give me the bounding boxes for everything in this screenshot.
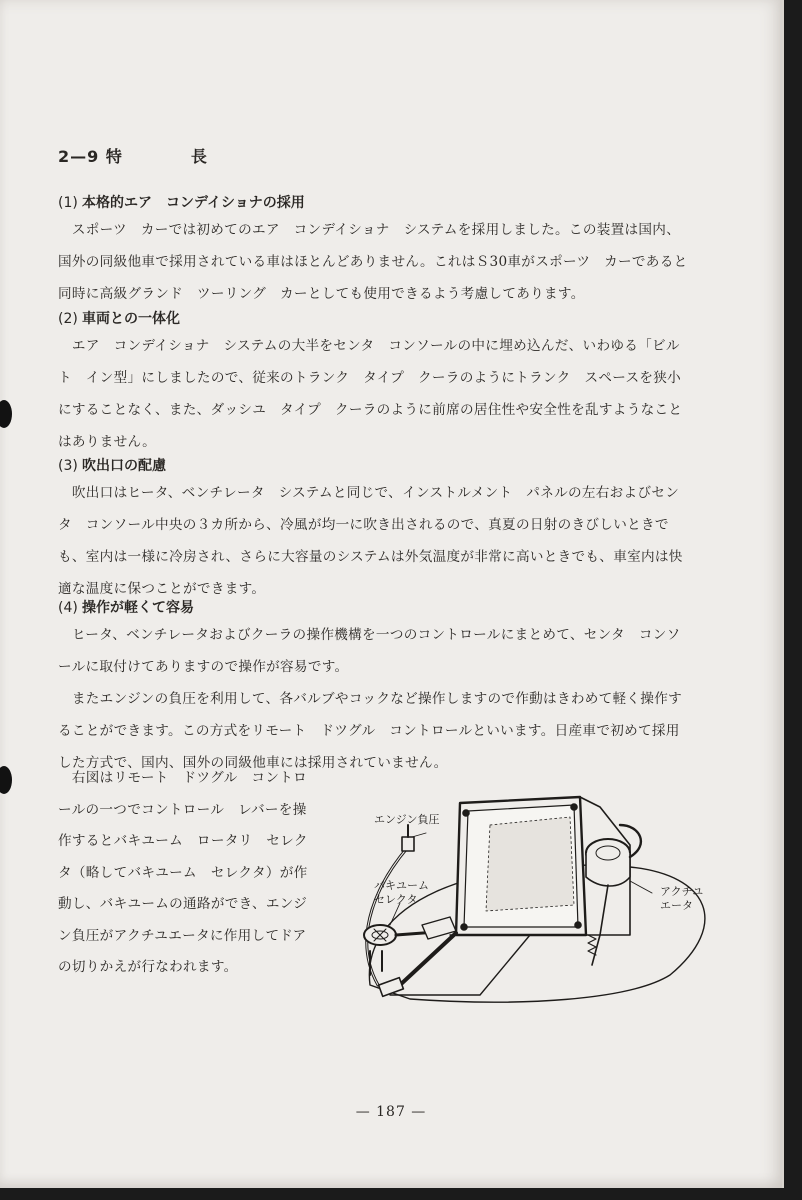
binder-hole	[0, 766, 12, 794]
text-line: またエンジンの負圧を利用して、各バルブやコックなど操作しますので作動はきわめて軽く操作す	[58, 691, 682, 707]
paragraph-4	[58, 619, 718, 779]
heading-2	[58, 308, 180, 328]
heading-title: 車両との一体化	[82, 311, 180, 327]
paragraph-2	[58, 330, 718, 458]
text-line: 右図はリモート ドツグル コントロ	[58, 770, 307, 786]
heading-number: (3)	[58, 458, 78, 474]
heading-1	[58, 192, 305, 212]
text-line: ン負圧がアクチユエータに作用してドア	[58, 927, 307, 944]
text-line: ることができます。この方式をリモート ドツグル コントロールといいます。日産車で初めて採用	[58, 723, 680, 739]
text-line: 国外の同級他車で採用されている車はほとんどありません。これはＳ30車がスポーツ カーであると	[58, 254, 688, 270]
heading-title: 吹出口の配慮	[82, 458, 166, 474]
page-number: — 187 —	[355, 1104, 427, 1120]
paragraph-3	[58, 477, 718, 605]
text-line: の切りかえが行なわれます。	[58, 959, 238, 975]
text-line: した方式で、国内、国外の同級他車には採用されていません。	[58, 755, 448, 771]
text-line: エア コンデイショナ システムの大半をセンタ コンソールの中に埋め込んだ、いわゆる「ビル	[58, 338, 680, 354]
text-line: 適な温度に保つことができます。	[58, 581, 266, 597]
text-line: 同時に高級グランド ツーリング カーとしても使用できるよう考慮してあります。	[58, 286, 585, 302]
paragraph-1	[58, 214, 718, 310]
text-line: 動し、バキユームの通路ができ、エンジ	[58, 896, 308, 912]
heading-title: 本格的エア コンデイショナの採用	[82, 195, 305, 211]
text-line: はありません。	[58, 434, 157, 450]
text-line: 作するとバキユーム ロータリ セレク	[58, 833, 308, 849]
figure-description	[58, 763, 338, 984]
heading-number: (4)	[58, 600, 78, 616]
text-line: タ（略してバキユーム セレクタ）が作	[58, 864, 308, 881]
text-line: ト イン型」にしましたので、従来のトランク タイプ クーラのようにトランク スペースを狭小	[58, 370, 682, 386]
text-line: も、室内は一様に冷房され、さらに大容量のシステムは外気温度が非常に高いときでも、車室内は快	[58, 549, 683, 565]
text-line: ールの一つでコントロール レバーを操	[58, 801, 307, 818]
section-title: 2—9 特 長	[58, 147, 208, 166]
heading-3	[58, 455, 166, 475]
heading-number: (1)	[58, 195, 78, 211]
text-line: にすることなく、また、ダッシユ タイプ クーラのように前席の居住性や安全性を乱すようなこと	[58, 402, 683, 418]
label-vacuum-selector: バキユーム セレクタ	[374, 879, 429, 906]
label-engine-vacuum: エンジン負圧	[374, 813, 440, 826]
remote-toggle-control-diagram	[330, 785, 730, 1025]
text-line: スポーツ カーでは初めてのエア コンデイショナ システムを採用しました。この装置は国内、	[58, 222, 681, 238]
binder-hole	[0, 400, 12, 428]
text-line: ヒータ、ベンチレータおよびクーラの操作機構を一つのコントロールにまとめて、センタ コンソ	[58, 627, 681, 643]
heading-4	[58, 597, 194, 617]
heading-title: 操作が軽くて容易	[82, 600, 194, 616]
label-actuator: アクチユ エータ	[660, 885, 704, 912]
text-line: 吹出口はヒータ、ベンチレータ システムと同じで、インストルメント パネルの左右およびセン	[58, 485, 680, 501]
text-line: ールに取付けてありますので操作が容易です。	[58, 659, 349, 675]
text-line: タ コンソール中央の３カ所から、冷風が均一に吹き出されるので、真夏の日射のきびしいときで	[58, 517, 669, 533]
heading-number: (2)	[58, 311, 78, 327]
